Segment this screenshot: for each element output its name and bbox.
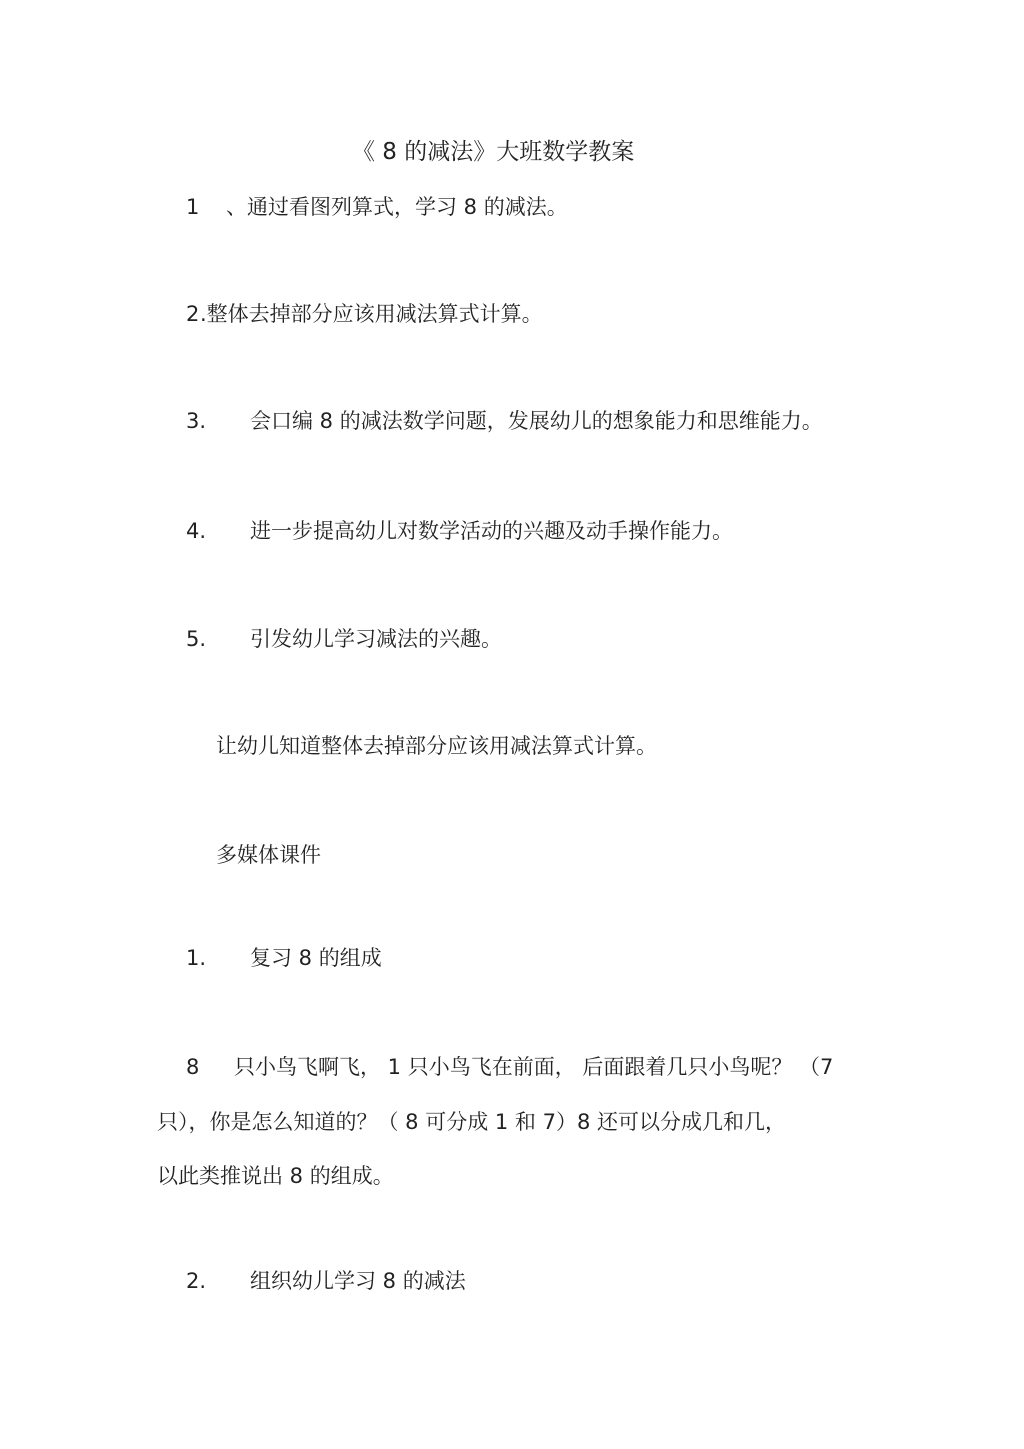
goal-text: 会口编 8 的减法数学问题，发展幼儿的想象能力和思维能力。 xyxy=(250,409,823,433)
goal-number: 4. xyxy=(186,519,207,543)
goal-number: 2 xyxy=(186,302,200,326)
step-text: 组织幼儿学习 8 的减法 xyxy=(250,1269,466,1293)
step-text: 复习 8 的组成 xyxy=(250,946,382,970)
goal-text: 引发幼儿学习减法的兴趣。 xyxy=(250,627,502,651)
goal-number: 5. xyxy=(186,627,207,651)
goal-number: 1 xyxy=(186,195,200,219)
step-number: 2. xyxy=(186,1269,207,1293)
step-number: 1. xyxy=(186,946,207,970)
paragraph-line-3: 以此类推说出 8 的组成。 xyxy=(157,1164,394,1188)
materials-text: 多媒体课件 xyxy=(216,843,321,867)
goal-text: 、通过看图列算式，学习 8 的减法。 xyxy=(226,195,568,219)
goal-number: 3. xyxy=(186,409,207,433)
document-title: 《 8 的减法》大班数学教案 xyxy=(352,139,635,165)
key-point-text: 让幼儿知道整体去掉部分应该用减法算式计算。 xyxy=(216,734,657,758)
paragraph-line-2: 只），你是怎么知道的？（ 8 可分成 1 和 7）8 还可以分成几和几， xyxy=(157,1110,786,1134)
paragraph-text: 只小鸟飞啊飞， 1 只小鸟飞在前面， 后面跟着几只小鸟呢？ （7 xyxy=(234,1055,834,1079)
goal-text: 进一步提高幼儿对数学活动的兴趣及动手操作能力。 xyxy=(250,519,733,543)
goal-text: .整体去掉部分应该用减法算式计算。 xyxy=(200,302,543,326)
paragraph-number: 8 xyxy=(186,1055,200,1079)
